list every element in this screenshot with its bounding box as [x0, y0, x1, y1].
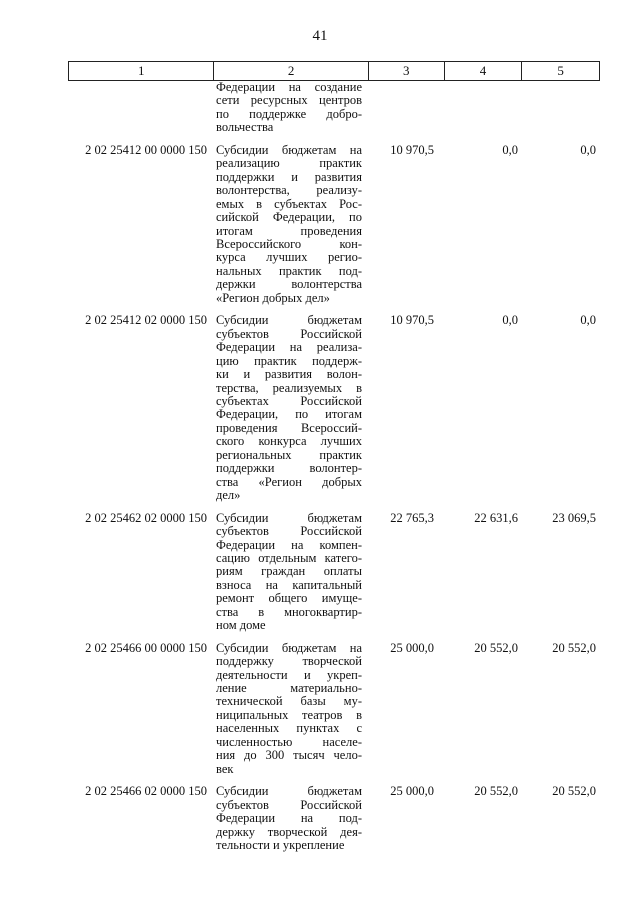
amount-col-4: 22 631,6: [474, 510, 518, 525]
income-name: [213, 642, 368, 777]
budget-code: 2 02 25412 00 0000 150: [85, 142, 207, 157]
income-name-line: Субсидии бюджетам: [216, 510, 362, 525]
budget-code: 2 02 25412 02 0000 150: [85, 313, 207, 328]
income-name-line: технической базы му-: [216, 694, 362, 709]
income-name: [213, 512, 368, 633]
income-name-line: нальных практик под-: [216, 263, 362, 278]
budget-code: 2 02 25462 02 0000 150: [85, 510, 207, 525]
budget-code: [68, 81, 213, 135]
income-name-line: сийской Федерации, по: [216, 210, 362, 225]
income-name-line: деятельности и укреп-: [216, 667, 362, 682]
income-name: [213, 785, 368, 852]
header-col-4: 4: [444, 62, 522, 80]
table-row: [68, 512, 600, 633]
income-name-line: ки и развития волон-: [216, 367, 362, 382]
table-header: [68, 61, 600, 81]
income-name-line: волонтерства, реализу-: [216, 183, 362, 198]
income-name-line: Субсидии бюджетам: [216, 784, 362, 799]
income-name-line: век: [216, 761, 234, 776]
income-name-line: численностью населе-: [216, 734, 362, 749]
income-name-line: итогам проведения: [216, 223, 362, 238]
income-name-line: Всероссийского кон-: [216, 236, 362, 251]
income-name-line: емых в субъектах Рос-: [216, 196, 362, 211]
amount-col-5: 0,0: [580, 313, 596, 328]
amount-col-3: 10 970,5: [390, 313, 434, 328]
header-col-1: 1: [137, 63, 145, 78]
income-name-line: цию практик поддерж-: [216, 353, 362, 368]
income-name-line: Федерации на компен-: [216, 537, 362, 552]
income-name-line: «Регион добрых дел»: [216, 290, 330, 305]
income-name-line: субъектах Российской: [216, 393, 362, 408]
income-name-line: Федерации на под-: [216, 811, 362, 826]
income-name-line: населенных пунктах с: [216, 721, 362, 736]
income-name-line: Субсидии бюджетам на: [216, 640, 362, 655]
amount-col-5: 20 552,0: [552, 784, 596, 799]
budget-code: 2 02 25466 00 0000 150: [85, 640, 207, 655]
income-name-line: по поддержке добро-: [216, 106, 362, 121]
income-name-line: Субсидии бюджетам: [216, 313, 362, 328]
income-name-line: субъектов Российской: [216, 524, 362, 539]
income-name-line: ление материально-: [216, 681, 362, 696]
header-col-2: 2: [213, 62, 367, 80]
amount-col-4: 0,0: [502, 313, 518, 328]
income-name-line: вольчества: [216, 120, 274, 135]
header-col-3: 3: [368, 62, 444, 80]
table-row: [68, 81, 600, 135]
amount-col-5: [522, 81, 600, 135]
income-name-line: держку творческой дея-: [216, 824, 362, 839]
income-name-line: ремонт общего имуще-: [216, 591, 362, 606]
income-name-line: поддержку творческой: [216, 654, 362, 669]
table-row: [68, 642, 600, 777]
income-name-line: взноса на капитальный: [216, 577, 362, 592]
income-name-line: ния до 300 тысяч чело-: [216, 748, 362, 763]
income-name-line: поддержки волонтер-: [216, 461, 362, 476]
income-name-line: субъектов Российской: [216, 797, 362, 812]
amount-col-3: 25 000,0: [390, 640, 434, 655]
income-name-line: ского конкурса лучших: [216, 434, 362, 449]
amount-col-3: 10 970,5: [390, 142, 434, 157]
income-name-line: курса лучших регио-: [216, 250, 362, 265]
income-name-line: держки волонтерства: [216, 277, 362, 292]
income-name: [213, 81, 368, 135]
income-name-line: терства, реализуемых в: [216, 380, 362, 395]
header-col-5: 5: [521, 62, 599, 80]
income-name-line: субъектов Российской: [216, 326, 362, 341]
income-name-line: тельности и укрепление: [216, 838, 345, 853]
income-name-line: ниципальных театров в: [216, 707, 362, 722]
income-name-line: риям граждан оплаты: [216, 564, 362, 579]
table-row: [68, 314, 600, 502]
income-name-line: ном доме: [216, 618, 266, 633]
income-name-line: Федерации на реализа-: [216, 340, 362, 355]
amount-col-4: 20 552,0: [474, 640, 518, 655]
income-name-line: сети ресурсных центров: [216, 93, 362, 108]
income-name: [213, 314, 368, 502]
table-row: [68, 785, 600, 852]
amount-col-5: 20 552,0: [552, 640, 596, 655]
income-name-line: ства в многоквартир-: [216, 604, 362, 619]
amount-col-5: 0,0: [580, 142, 596, 157]
income-name-line: проведения Всероссий-: [216, 420, 362, 435]
table-row: [68, 144, 600, 305]
income-name-line: поддержки и развития: [216, 169, 362, 184]
income-name-line: Федерации, по итогам: [216, 407, 362, 422]
amount-col-4: [444, 81, 522, 135]
income-name-line: дел»: [216, 488, 241, 503]
amount-col-5: 23 069,5: [552, 510, 596, 525]
amount-col-3: [368, 81, 444, 135]
income-name-line: ства «Регион добрых: [216, 474, 362, 489]
amount-col-3: 22 765,3: [390, 510, 434, 525]
income-name: [213, 144, 368, 305]
income-name-line: Федерации на создание: [216, 80, 362, 94]
amount-col-4: 0,0: [502, 142, 518, 157]
income-name-line: Субсидии бюджетам на: [216, 142, 362, 157]
amount-col-4: 20 552,0: [474, 784, 518, 799]
income-name-line: сацию отдельным катего-: [216, 550, 362, 565]
amount-col-3: 25 000,0: [390, 784, 434, 799]
income-name-line: региональных практик: [216, 447, 362, 462]
page-number: 41: [312, 28, 328, 44]
table-body: [68, 81, 600, 852]
budget-code: 2 02 25466 02 0000 150: [85, 784, 207, 799]
income-name-line: реализацию практик: [216, 156, 362, 171]
